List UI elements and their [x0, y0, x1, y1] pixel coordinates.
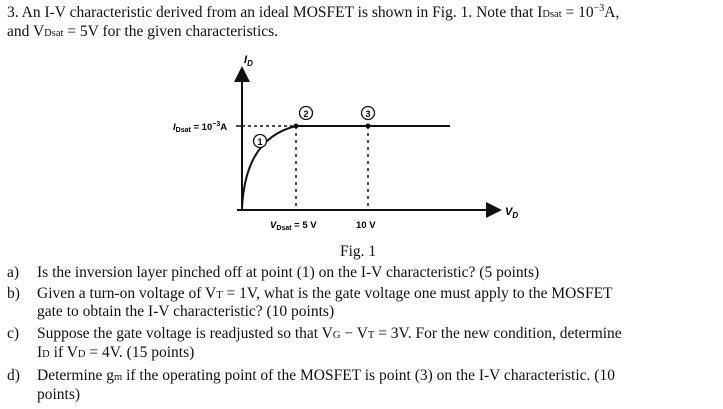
problem-line-2	[7, 23, 278, 43]
question-text: if V	[49, 344, 78, 361]
question-text: Determine g	[37, 367, 115, 384]
question-text: I	[37, 344, 43, 361]
y-axis-label: $I_D$	[244, 54, 253, 68]
question-text: − V	[340, 325, 368, 342]
problem-text: A,	[604, 4, 620, 21]
question-text: = 4V. (15 points)	[85, 344, 195, 361]
subscript: Dsat	[44, 28, 64, 39]
question-text: if the operating point of the MOSFET is point (3) on the I-V characteristic. (10	[122, 367, 615, 384]
svg-text:2: 2	[303, 109, 309, 119]
question-text: Is the inversion layer pinched off at point (1) on the I-V characteristic? (5 points)	[37, 264, 540, 281]
question-label: a)	[7, 264, 20, 281]
question-label: c)	[7, 325, 20, 342]
svg-text:1: 1	[257, 137, 263, 147]
iv-curve	[242, 126, 450, 208]
question-c-continuation	[37, 344, 194, 364]
iv-characteristic-figure	[160, 50, 540, 240]
subscript: D	[42, 349, 50, 360]
x-axis-label: $V_D$	[505, 206, 519, 220]
subscript: D	[77, 349, 86, 360]
question-text: Given a turn-on voltage of V	[37, 285, 217, 302]
question-text: = 3V. For the new condition, determine	[374, 325, 622, 342]
problem-text: = 10	[561, 4, 594, 21]
question-d-continuation: points)	[37, 386, 81, 403]
superscript: −3	[593, 3, 605, 14]
subscript: Dsat	[542, 9, 562, 20]
ten-volt-label: 10 V	[356, 220, 376, 231]
subscript: m	[114, 372, 123, 383]
point-1-label	[254, 135, 267, 148]
question-text: = 1V, what is the gate voltage one must apply to the MOSFET	[222, 285, 613, 302]
point-3-marker	[366, 124, 371, 129]
subscript: T	[367, 330, 375, 341]
question-b	[7, 285, 613, 305]
svg-text:3: 3	[365, 109, 371, 119]
problem-line-1	[7, 4, 619, 24]
vdsat-label: $V_{Dsat} = 5$ V	[270, 220, 317, 232]
question-label: d)	[7, 367, 20, 384]
subscript: T	[216, 290, 223, 301]
problem-text: and V	[7, 23, 45, 40]
idsat-label: $I_{Dsat} = 10^{-3}A$	[173, 121, 228, 134]
question-text: Suppose the gate voltage is readjusted so that V	[37, 325, 333, 342]
problem-text: 3. An I-V characteristic derived from an ideal MOSFET is shown in Fig. 1. Note that I	[7, 4, 543, 21]
point-2-marker	[294, 124, 299, 129]
figure-caption: Fig. 1	[340, 243, 377, 260]
question-a	[7, 264, 539, 282]
point-2-label	[300, 107, 313, 120]
question-b-continuation: gate to obtain the I-V characteristic? (10 points)	[37, 303, 335, 320]
question-d	[7, 367, 615, 387]
problem-text: = 5V for the given characteristics.	[63, 23, 279, 40]
question-c	[7, 325, 622, 345]
point-3-label	[362, 107, 375, 120]
subscript: G	[332, 330, 341, 341]
question-label: b)	[7, 285, 20, 302]
